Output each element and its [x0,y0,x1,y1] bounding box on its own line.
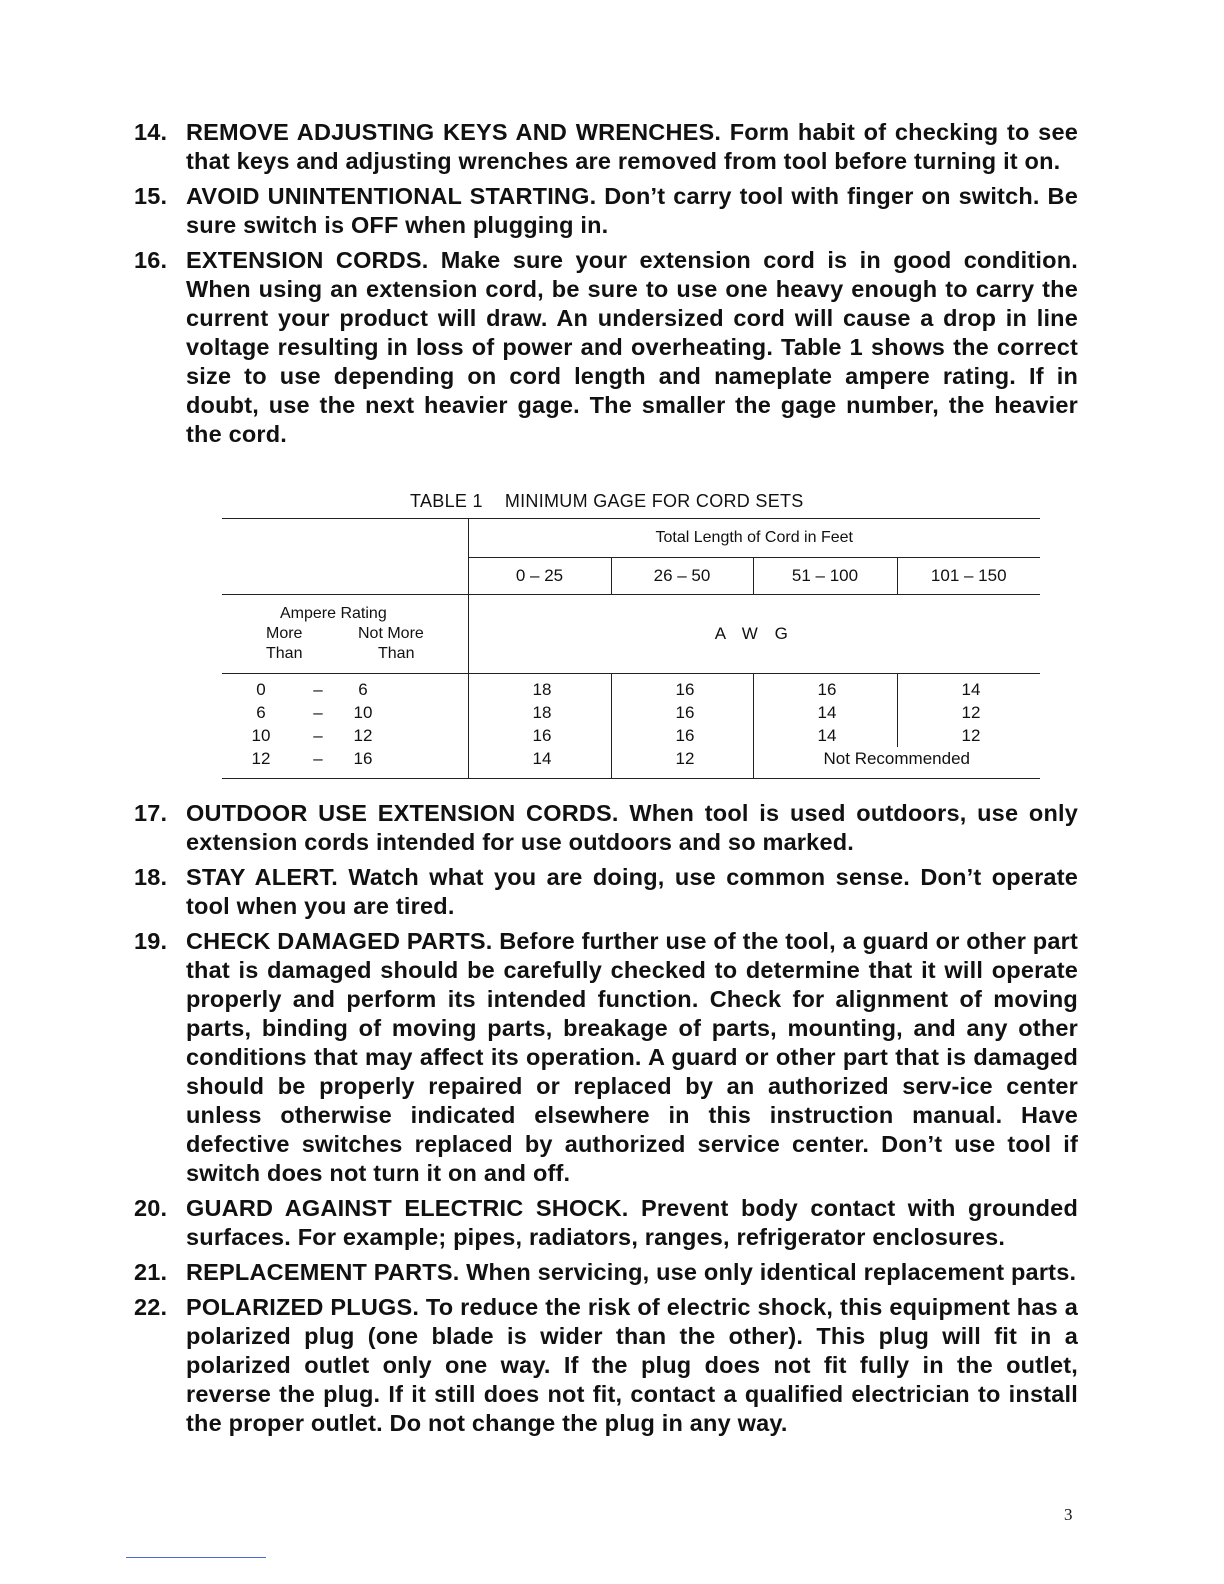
list-item [134,863,1078,921]
amp-from: 10 [251,725,271,745]
ampere-header [222,595,468,674]
item-text: GUARD AGAINST ELECTRIC SHOCK. Prevent body contact with grounded surfaces. For example; pipes, radiators, ranges, refrigerator enclosures. [186,1195,1078,1250]
safety-list-top [134,118,1078,455]
more-label: More [266,625,303,642]
gage-cell: 14 [897,674,1040,702]
than-label: Than [266,645,303,662]
gage-cell: 16 [611,674,753,702]
item-text: EXTENSION CORDS. Make sure your extension cord is in good condition. When using an extension cord, be sure to use one heavy enough to carry the current your product will draw. An undersized cord will cause a drop in line voltage resulting in loss of power and overheating. Table 1 shows the correct size to use depending on cord length and nameplate ampere rating. If in doubt, use the next heavier gage. The smaller the gage number, the heavier the cord. [186,247,1078,447]
table-row [222,701,1040,724]
ampere-rating-label: Ampere Rating [280,605,387,622]
item-number: 14. [134,119,168,145]
gage-cell: 16 [753,674,897,702]
page-number: 3 [1064,1505,1073,1524]
dash: – [313,702,323,722]
than-label: Than [378,645,415,662]
gage-cell: 14 [753,701,897,724]
range-header: 0 – 25 [468,558,611,595]
item-number: 15. [134,183,168,209]
table-caption-title: MINIMUM GAGE FOR CORD SETS [504,491,804,511]
amp-from: 0 [256,679,266,699]
list-item [134,182,1078,240]
item-text: AVOID UNINTENTIONAL STARTING. Don’t carry tool with finger on switch. Be sure switch is OFF when plugging in. [186,183,1078,238]
item-number: 20. [134,1195,168,1221]
dash: – [313,725,323,745]
item-text: STAY ALERT. Watch what you are doing, use common sense. Don’t operate tool when you are tired. [186,864,1078,919]
table-caption-label: TABLE 1 [410,491,483,511]
gage-cell: 16 [611,724,753,747]
list-item [134,246,1078,449]
item-text: OUTDOOR USE EXTENSION CORDS. When tool is used outdoors, use only extension cords intended for use outdoors and so marked. [186,800,1078,855]
footer-rule [126,1557,266,1558]
item-number: 22. [134,1294,168,1320]
gage-cell: 18 [468,674,611,702]
gage-cell: 18 [468,701,611,724]
length-header: Total Length of Cord in Feet [468,519,1040,558]
not-recommended-cell: Not Recommended [753,747,1040,779]
range-header: 26 – 50 [611,558,753,595]
item-number: 21. [134,1259,168,1285]
item-number: 16. [134,247,168,273]
gage-cell: 12 [611,747,753,779]
range-header: 101 – 150 [897,558,1040,595]
item-text: CHECK DAMAGED PARTS. Before further use of the tool, a guard or other part that is damaged should be carefully checked to determine that it will operate properly and perform its intended function. Check for alignment of moving parts, binding of moving parts, breakage of parts, mounting, and any other conditions that may affect its operation. A guard or other part that is damaged should be properly repaired or replaced by an authorized serv-ice center unless otherwise indicated elsewhere in this instruction manual. Have defective switches replaced by authorized service center. Don’t use tool if switch does not turn it on and off. [186,928,1078,1186]
item-text: REPLACEMENT PARTS. When servicing, use only identical replacement parts. [186,1259,1077,1285]
gage-cell: 14 [753,724,897,747]
not-more-label: Not More [358,625,424,642]
safety-list-bottom [134,799,1078,1444]
gage-cell: 16 [468,724,611,747]
gage-cell: 12 [897,724,1040,747]
item-number: 19. [134,928,168,954]
list-item [134,927,1078,1188]
item-number: 18. [134,864,168,890]
list-item [134,1194,1078,1252]
table-row [222,724,1040,747]
amp-from: 6 [256,702,266,722]
list-item [134,1258,1078,1287]
table-row [222,747,1040,779]
list-item [134,118,1078,176]
gage-cell: 12 [897,701,1040,724]
list-item [134,799,1078,857]
amp-to: 6 [358,679,368,699]
table-row [222,674,1040,702]
dash: – [313,748,323,768]
amp-to: 10 [353,702,373,722]
range-header: 51 – 100 [753,558,897,595]
item-text: REMOVE ADJUSTING KEYS AND WRENCHES. Form habit of checking to see that keys and adjusting wrenches are removed from tool before turning it on. [186,119,1078,174]
table-caption [410,491,804,512]
cord-gage-table [222,518,1040,779]
amp-to: 12 [353,725,373,745]
list-item [134,1293,1078,1438]
dash: – [313,679,323,699]
item-text: POLARIZED PLUGS. To reduce the risk of electric shock, this equipment has a polarized plug (one blade is wider than the other). This plug will fit in a polarized outlet only one way. If the plug does not fit fully in the outlet, reverse the plug. If it still does not fit, contact a qualified electrician to install the proper outlet. Do not change the plug in any way. [186,1294,1078,1436]
awg-header: A W G [468,595,1040,674]
gage-cell: 14 [468,747,611,779]
amp-from: 12 [251,748,271,768]
amp-to: 16 [353,748,373,768]
gage-cell: 16 [611,701,753,724]
item-number: 17. [134,800,168,826]
